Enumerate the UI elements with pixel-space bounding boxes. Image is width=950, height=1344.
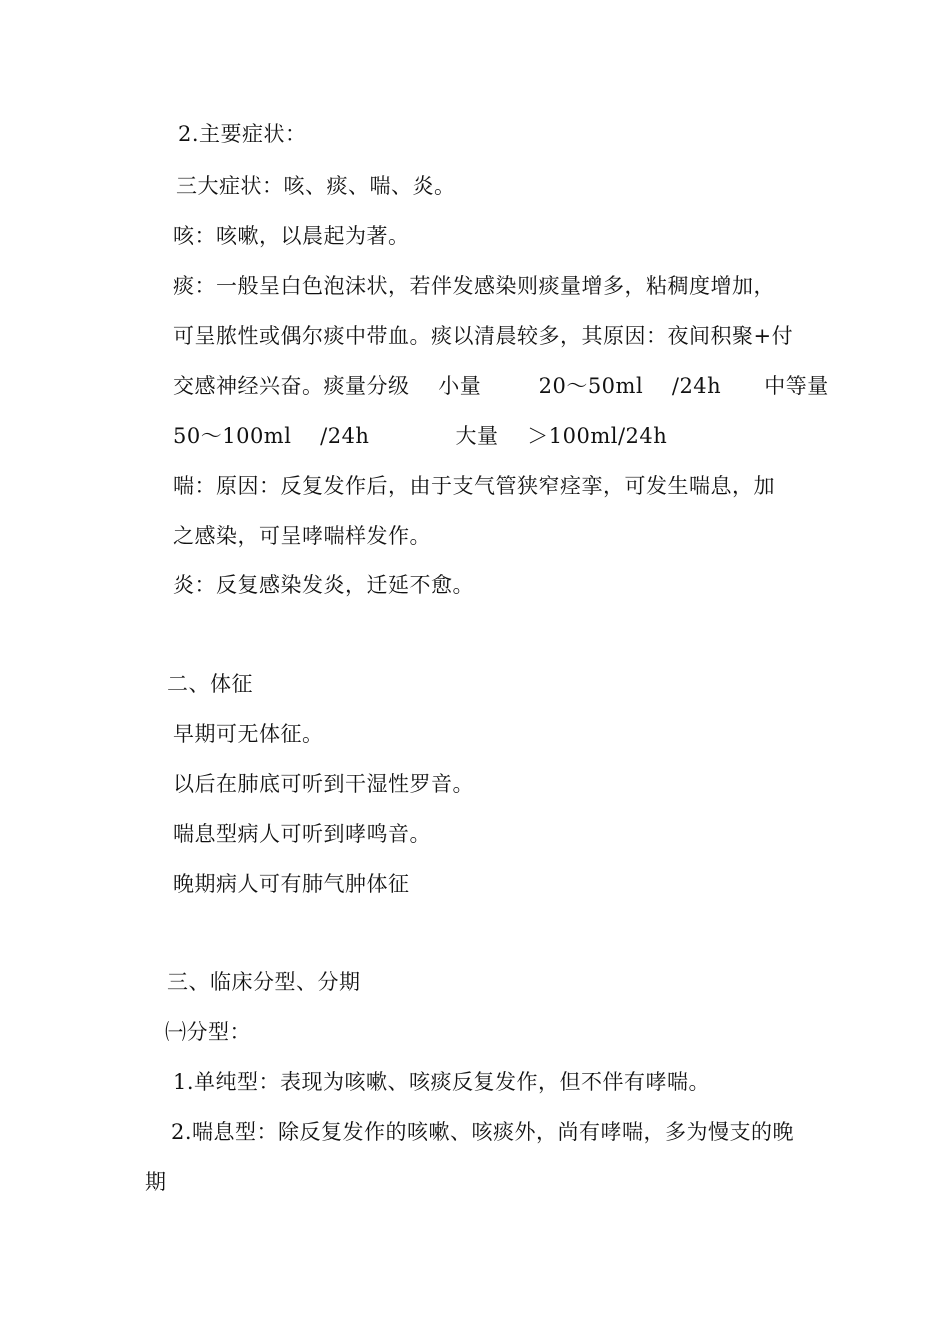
type-asthmatic-line-1: 2.喘息型：除反复发作的咳嗽、咳痰外，尚有哮喘，多为慢支的晚 <box>171 1120 795 1144</box>
sputum-description-line-2: 可呈脓性或偶尔痰中带血。痰以清晨较多，其原因：夜间积聚+付 <box>173 324 794 348</box>
sputum-description-line-3: 交感神经兴奋。痰量分级 小量 20～50ml /24h 中等量 <box>173 374 829 398</box>
inflammation-description: 炎：反复感染发炎，迁延不愈。 <box>173 573 474 597</box>
type-asthmatic-line-2: 期 <box>145 1170 167 1194</box>
signs-early: 早期可无体征。 <box>173 722 324 746</box>
sputum-description-line-1: 痰：一般呈白色泡沫状，若伴发感染则痰量增多，粘稠度增加， <box>173 274 775 298</box>
signs-later: 以后在肺底可听到干湿性罗音。 <box>173 772 474 796</box>
three-major-symptoms: 三大症状：咳、痰、喘、炎。 <box>176 174 456 198</box>
signs-asthmatic: 喘息型病人可听到哮鸣音。 <box>173 822 431 846</box>
symptoms-heading: 2.主要症状： <box>178 122 307 146</box>
signs-late: 晚期病人可有肺气肿体征 <box>173 872 410 896</box>
wheeze-description-line-1: 喘：原因：反复发作后，由于支气管狭窄痉挛，可发生喘息，加 <box>173 474 775 498</box>
wheeze-description-line-2: 之感染，可呈哮喘样发作。 <box>173 524 431 548</box>
types-heading: ㈠分型： <box>165 1020 251 1044</box>
signs-heading: 二、体征 <box>167 672 253 696</box>
cough-description: 咳：咳嗽，以晨起为著。 <box>173 224 410 248</box>
classification-heading: 三、临床分型、分期 <box>167 970 361 994</box>
sputum-description-line-4: 50～100ml /24h 大量 ＞100ml/24h <box>173 424 668 448</box>
type-simple: 1.单纯型：表现为咳嗽、咳痰反复发作，但不伴有哮喘。 <box>173 1070 711 1094</box>
